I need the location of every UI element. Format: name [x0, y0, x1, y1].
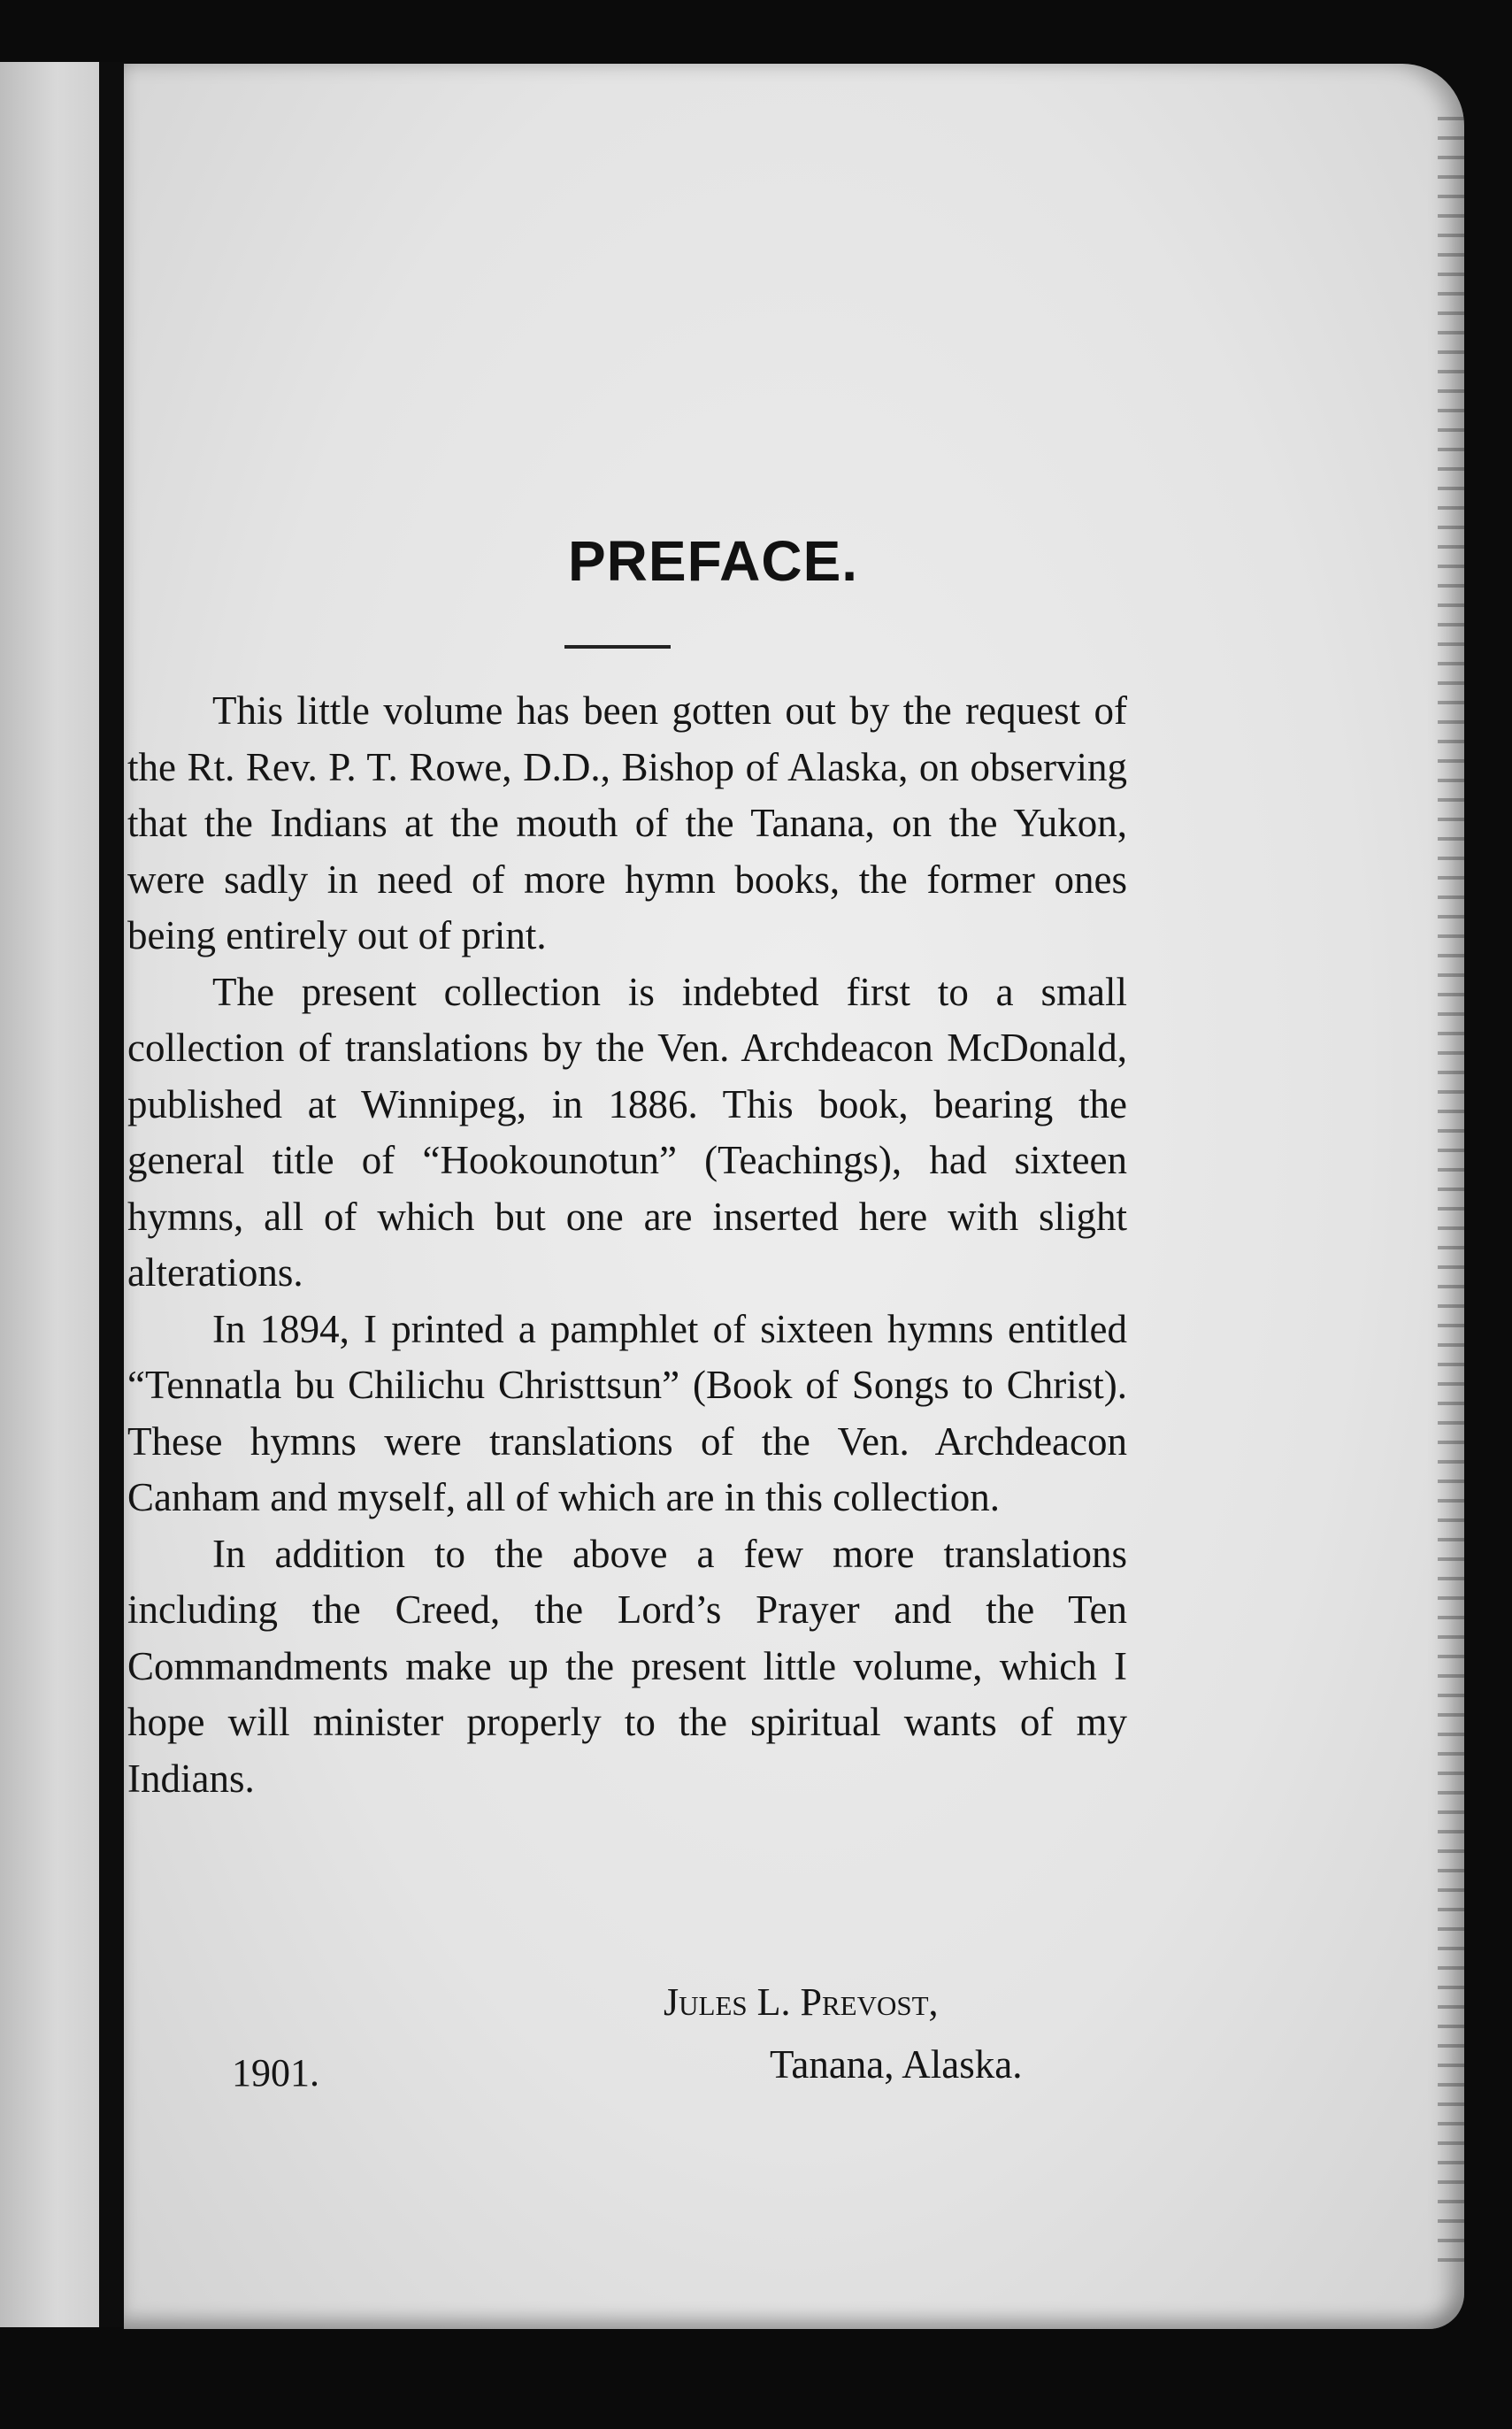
- book-gutter: [99, 62, 126, 2327]
- paragraph-1: This little volume has been gotten out by the request of the Rt. Rev. P. T. Rowe, D.D., Bishop of Alaska, on observing that the Indians at the mouth of the Tanana, on the Yukon, were sadly in need of more hymn books, the former ones being entirely out of print.: [127, 688, 1127, 957]
- paragraph-3: In 1894, I printed a pamphlet of sixteen hymns entitled “Tennatla bu Chilichu Christtsun” (Book of Songs to Christ). These hymns were translations of the Ven. Archdeacon Canham and myself, all of which are in this collection.: [127, 1306, 1127, 1519]
- paragraph-4: In addition to the above a few more translations including the Creed, the Lord’s Prayer and the Ten Commandments make up the present little volume, which I hope will minister properly to the spiritual wants of my Indians.: [127, 1531, 1127, 1801]
- left-page-edge: [0, 62, 104, 2327]
- title-rule: [564, 645, 671, 649]
- preface-year: 1901.: [232, 2051, 319, 2095]
- page-edge-texture: [1438, 117, 1464, 2276]
- author-signature: Jules L. Prevost,: [664, 1980, 939, 2024]
- preface-page: [124, 64, 1464, 2329]
- paragraph-2: The present collection is indebted first to a small collection of translations by the Ven. Archdeacon McDonald, published at Winnipeg, in 1886. This book, bearing the general title of “Hookounotun” (Teachings), had sixteen hymns, all of which but one are inserted here with slight alterations.: [127, 969, 1127, 1295]
- preface-body: [127, 683, 1127, 1807]
- author-location: Tanana, Alaska.: [770, 2042, 1023, 2087]
- page-title: PREFACE.: [567, 529, 859, 593]
